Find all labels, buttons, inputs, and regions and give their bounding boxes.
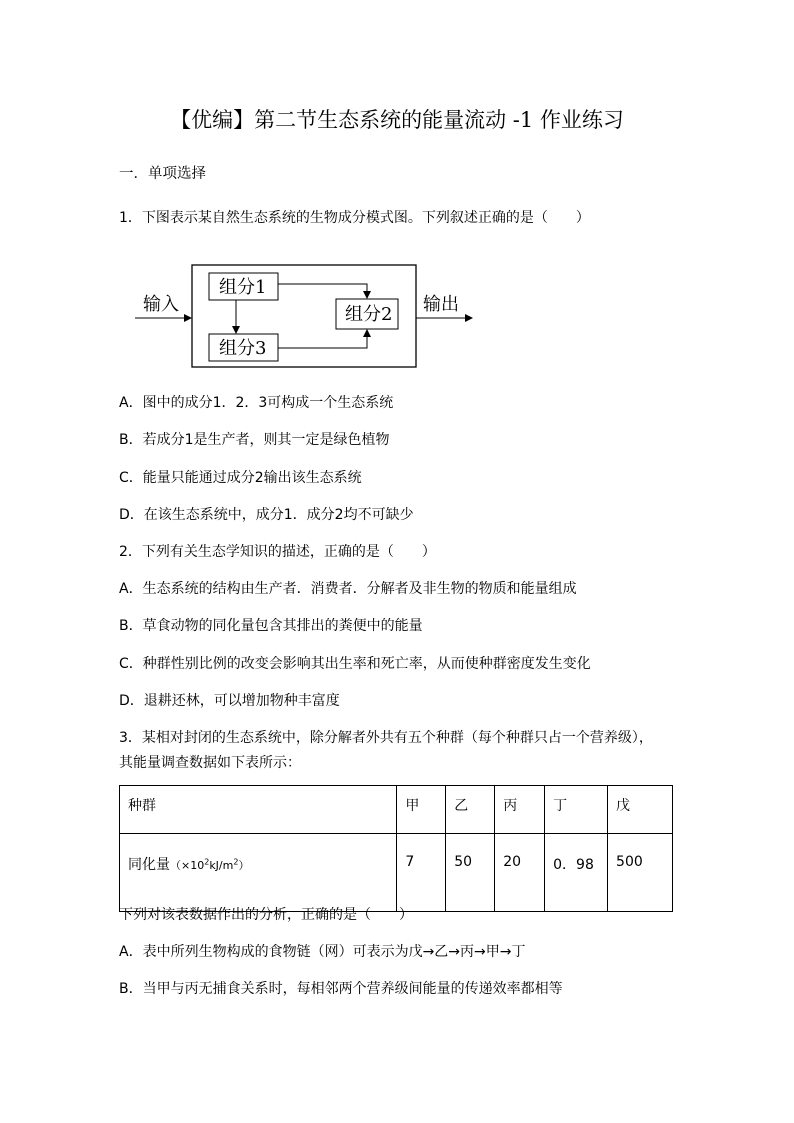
- value-cell: 500: [608, 834, 673, 912]
- value-cell: 20: [495, 834, 545, 912]
- table-header-row: [120, 786, 673, 834]
- component-1-label: 组分1: [219, 277, 267, 298]
- arrow-c3-to-c2: [278, 330, 367, 348]
- header-cell: 丙: [495, 786, 545, 834]
- q2-option-b: B．草食动物的同化量包含其排出的粪便中的能量: [119, 618, 423, 634]
- table-row: [120, 834, 673, 912]
- q2-stem: 2．下列有关生态学知识的描述，正确的是（ ）: [119, 544, 436, 560]
- q1-option-b: B．若成分1是生产者，则其一定是绿色植物: [119, 432, 390, 448]
- q3-option-a: A．表中所列生物构成的食物链（网）可表示为戊→乙→丙→甲→丁: [119, 944, 526, 960]
- q1-option-a: A．图中的成分1．2．3可构成一个生态系统: [119, 395, 394, 411]
- header-cell: 丁: [545, 786, 608, 834]
- section-heading: 一．单项选择: [119, 166, 206, 182]
- value-cell: 0．98: [545, 834, 608, 912]
- q1-stem: 1．下图表示某自然生态系统的生物成分模式图。下列叙述正确的是（ ）: [119, 210, 590, 226]
- page-title: 【优编】第二节生态系统的能量流动 -1 作业练习: [170, 108, 624, 132]
- component-3-label: 组分3: [219, 338, 267, 359]
- q3-follow: 下列对该表数据作出的分析，正确的是（ ）: [119, 907, 413, 923]
- q2-option-d: D．退耕还林，可以增加物种丰富度: [119, 693, 340, 709]
- header-cell: 乙: [446, 786, 495, 834]
- value-cell: 7: [397, 834, 446, 912]
- header-cell: 甲: [397, 786, 446, 834]
- q3-option-b: B．当甲与丙无捕食关系时，每相邻两个营养级间能量的传递效率都相等: [119, 981, 563, 997]
- output-label: 输出: [423, 294, 459, 315]
- header-cell: 种群: [120, 786, 397, 834]
- header-cell: 戊: [608, 786, 673, 834]
- row-unit: $(\times 10^2kJ/m^2)$: [170, 857, 250, 872]
- row-label: 同化量: [128, 857, 170, 873]
- arrow-c1-to-c2: [278, 284, 367, 298]
- q1-option-d: D．在该生态系统中，成分1．成分2均不可缺少: [119, 507, 414, 523]
- ecosystem-diagram: [130, 258, 480, 378]
- energy-table: [119, 785, 673, 912]
- q3-stem-line1: 3．某相对封闭的生态系统中，除分解者外共有五个种群（每个种群只占一个营养级），: [119, 730, 653, 746]
- value-cell: 50: [446, 834, 495, 912]
- q1-option-c: C．能量只能通过成分2输出该生态系统: [119, 470, 362, 486]
- row-label-cell: [120, 834, 397, 912]
- q2-option-a: A．生态系统的结构由生产者．消费者．分解者及非生物的物质和能量组成: [119, 581, 577, 597]
- input-label: 输入: [143, 294, 179, 315]
- q3-stem-line2: 其能量调查数据如下表所示：: [119, 755, 301, 771]
- q2-option-c: C．种群性别比例的改变会影响其出生率和死亡率，从而使种群密度发生变化: [119, 656, 591, 672]
- component-2-label: 组分2: [345, 304, 393, 325]
